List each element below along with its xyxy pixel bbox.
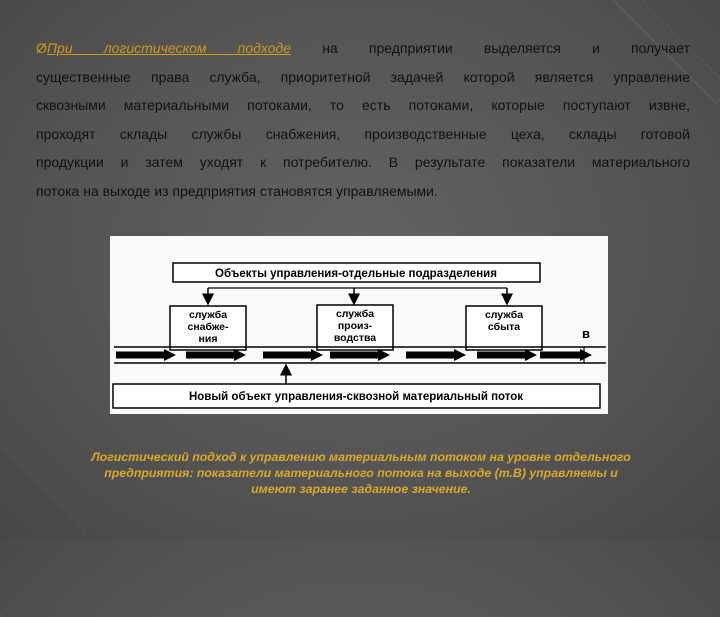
paragraph-line: потока на выходе из предприятия становятся управляемыми. [36, 182, 438, 199]
unit-supply-line: снабже- [187, 321, 229, 333]
diagram-svg [110, 236, 608, 414]
caption-line: Логистический подход к управлению материальным потоком на уровне отдельного [91, 450, 631, 464]
unit-production-line: служба [335, 308, 375, 320]
unit-production-line: водства [333, 332, 377, 344]
unit-sales-line: служба [484, 309, 524, 321]
paragraph-line: сквозными материальными потоками, то есть потоками, которые поступают извне, [36, 97, 690, 114]
bottom-box-label: Новый объект управления-сквозной материальный поток [188, 391, 524, 403]
bullet-arrow-icon: Ø [36, 40, 47, 56]
paragraph-line: продукции и затем уходят к потребителю. В результате показатели материального [36, 154, 690, 171]
paragraph-line: существенные права служба, приоритетной задачей которой является управление [36, 68, 690, 85]
unit-supply-line: служба [188, 309, 228, 321]
unit-supply-line: ния [198, 333, 218, 345]
flow-arrow-3 [263, 349, 323, 361]
flow-arrows [116, 349, 592, 361]
top-box-label: Объекты управления-отдельные подразделения [215, 268, 497, 280]
caption-line: предприятия: показатели материального потока на выходе (т.В) управляемы и [104, 466, 618, 480]
flow-arrow-4 [330, 349, 390, 361]
caption-line: имеют заранее заданное значение. [251, 482, 471, 496]
point-b-label: в [582, 326, 590, 341]
flow-arrow-6 [477, 349, 537, 361]
unit-production-line: произ- [337, 320, 373, 332]
paragraph-italic-lead: При логистическом подходе [46, 40, 292, 56]
logistics-diagram [110, 236, 608, 414]
unit-sales-line: сбыта [487, 321, 521, 333]
flow-arrow-2 [186, 349, 246, 361]
paragraph-line: проходят склады службы снабжения, производственные цеха, склады готовой [36, 125, 690, 142]
body-paragraph [36, 34, 690, 206]
caption [36, 449, 686, 497]
flow-arrow-5 [406, 349, 466, 361]
flow-arrow-1 [116, 349, 176, 361]
paragraph-line: на предприятии выделяется и получает [322, 40, 690, 56]
